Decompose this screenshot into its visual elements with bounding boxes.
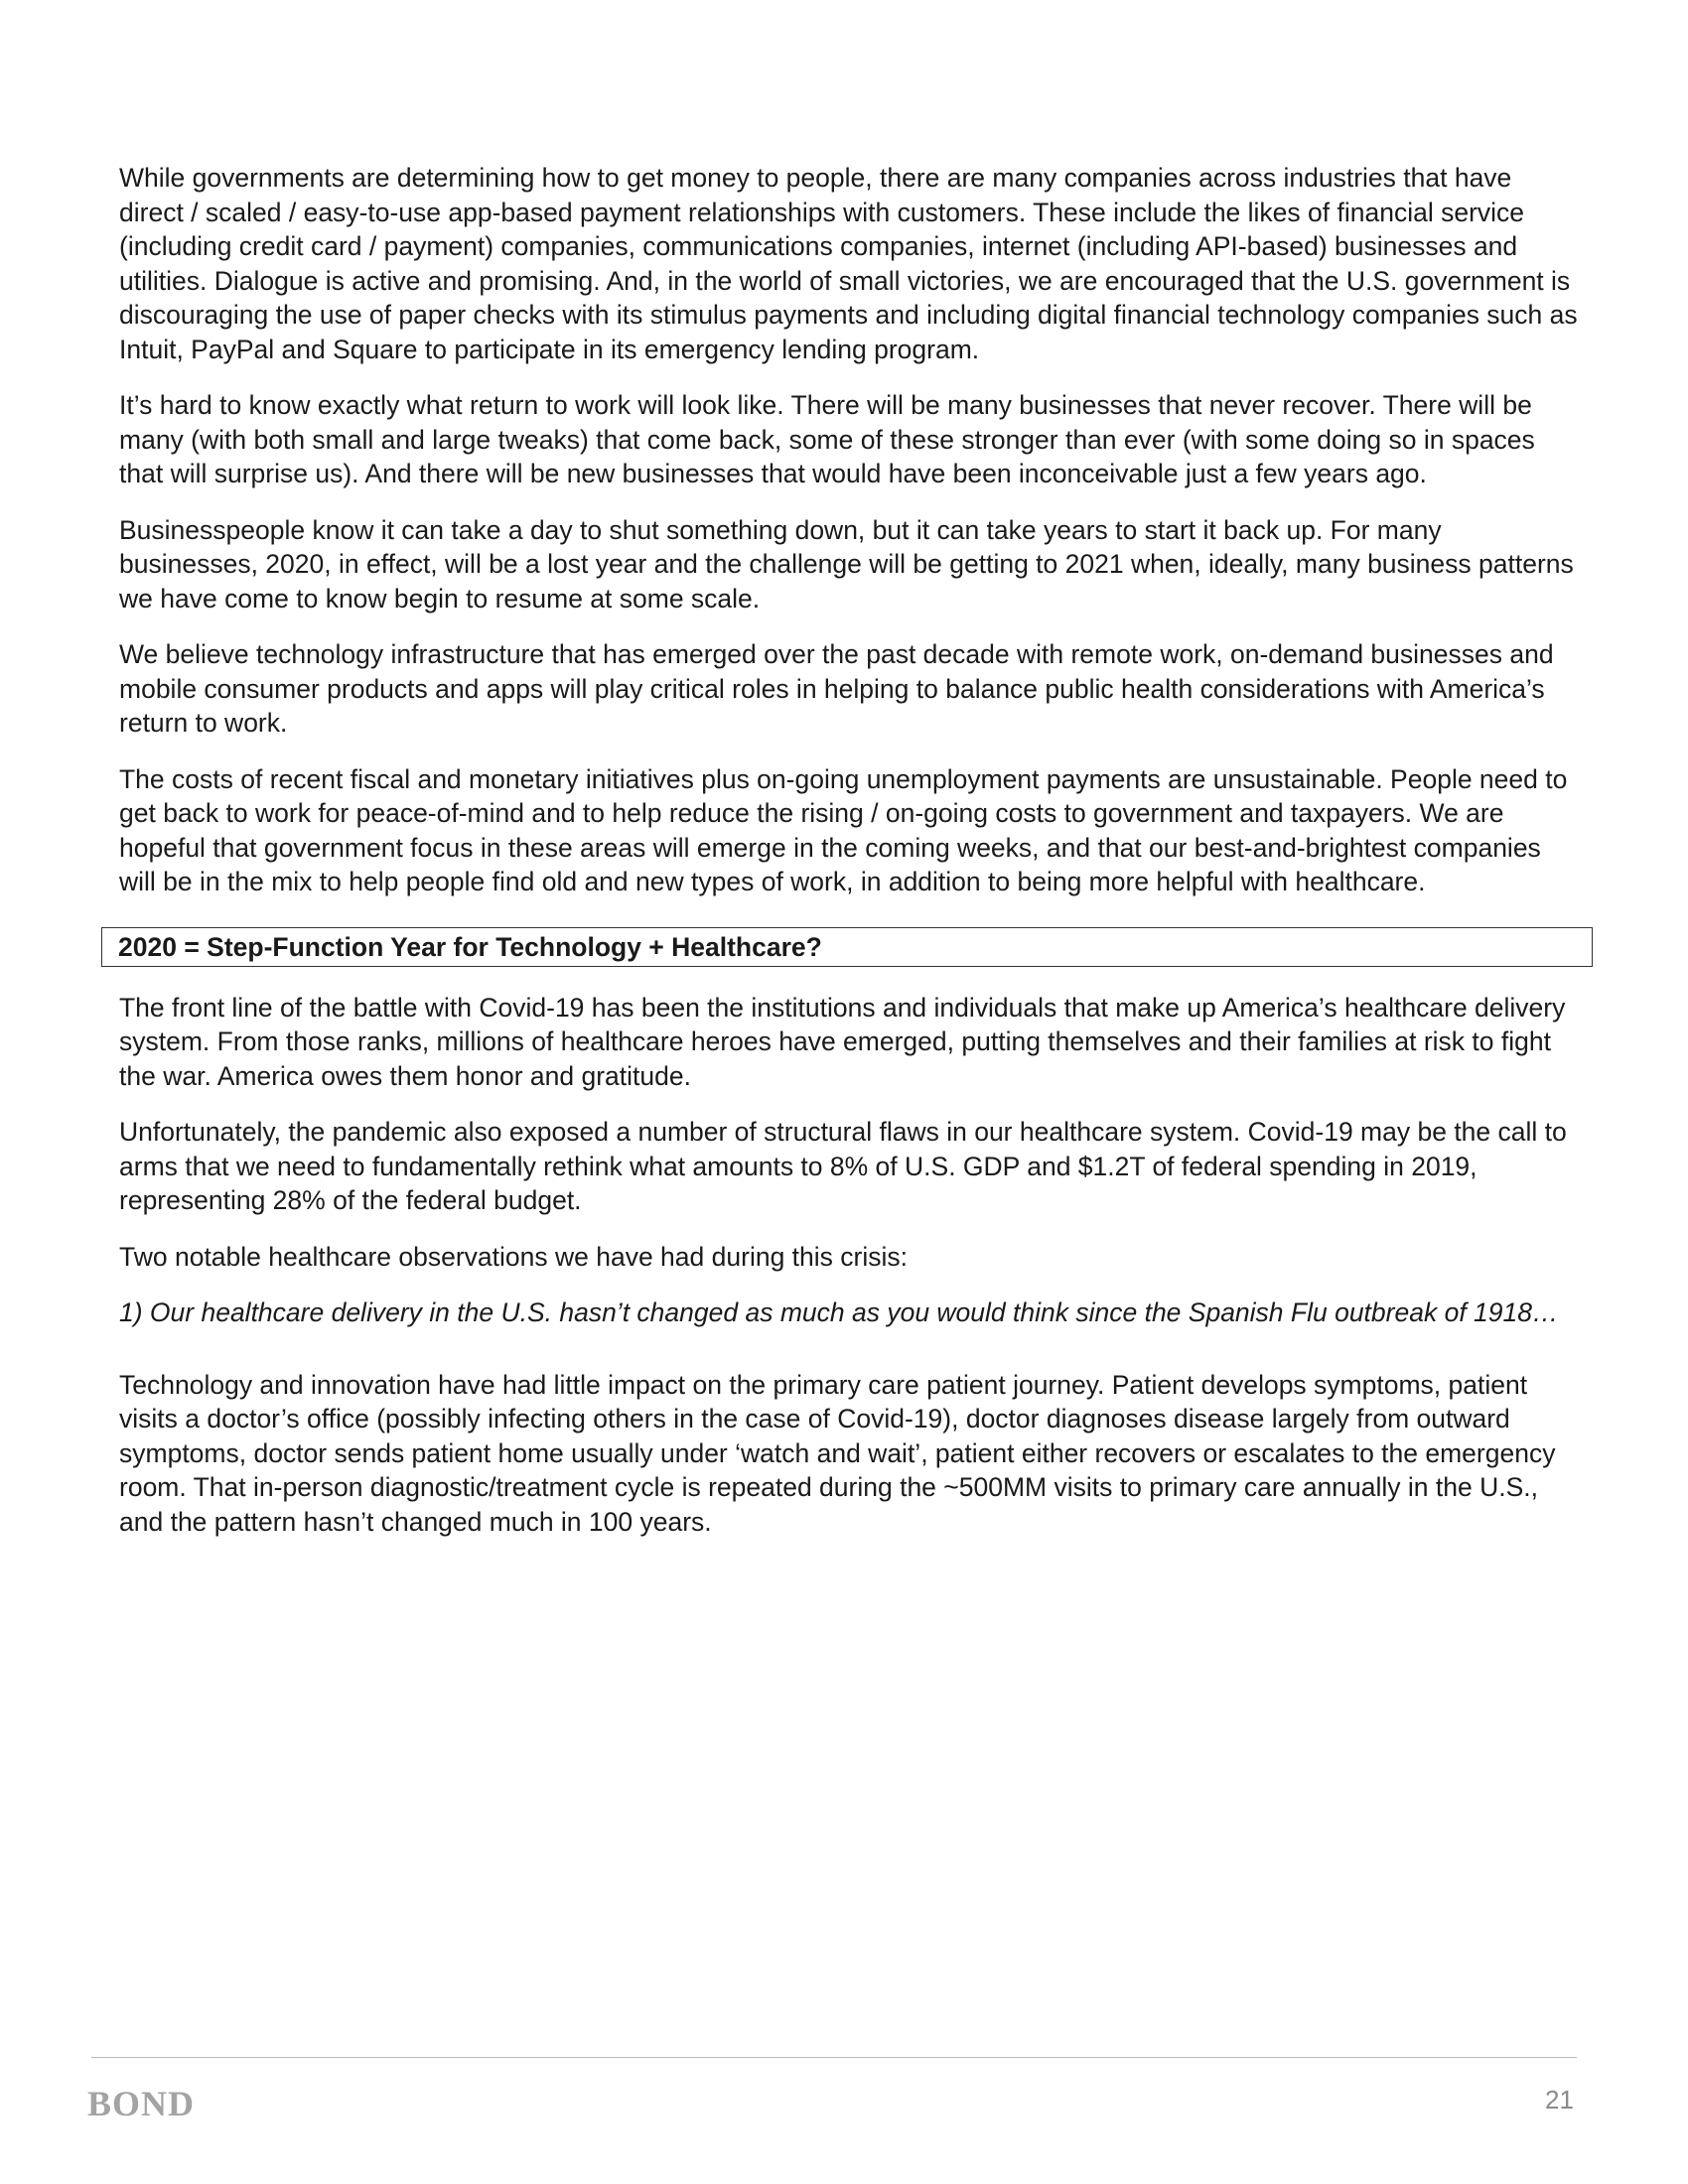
section-title: 2020 = Step-Function Year for Technology + Healthcare? — [101, 927, 1593, 967]
paragraph-return-to-work: It’s hard to know exactly what return to work will look like. There will be many businesses that never recover. There will be many (with both small and large tweaks) that come back, some of these stronger than ever (with some doing so in spaces that will surprise us). And there will be new businesses that would have been inconceivable just a few years ago. — [119, 390, 1535, 488]
paragraph-front-line: The front line of the battle with Covid-19 has been the institutions and individuals that make up America’s healthcare delivery system. From those ranks, millions of healthcare heroes have emerged, putting themselves and their families at risk to fight the war. America owes them honor and gratitude. — [119, 992, 1566, 1091]
footer-divider — [91, 2057, 1577, 2058]
paragraph-unsustainable-costs: The costs of recent fiscal and monetary initiatives plus on-going unemployment payments are unsustainable. People need to get back to work for peace-of-mind and to help reduce the rising / on-going costs to government and taxpayers. We are hopeful that government focus in these areas will emerge in the coming weeks, and that our best-and-brightest companies will be in the mix to help people find old and new types of work, in addition to being more helpful with healthcare. — [119, 763, 1568, 896]
paragraph-payment-relationships: While governments are determining how to get money to people, there are many companies across industries that have direct / scaled / easy-to-use app-based payment relationships with customers. These include the likes of financial service (including credit card / payment) companies, communications companies, internet (including API-based) businesses and utilities. Dialogue is active and promising. And, in the world of small victories, we are encouraged that the U.S. government is discouraging the use of paper checks with its stimulus payments and including digital financial technology companies such as Intuit, PayPal and Square to participate in its emergency lending program. — [119, 163, 1578, 364]
bond-logo: BOND — [87, 2084, 196, 2123]
paragraph-lost-year: Businesspeople know it can take a day to shut something down, but it can take years to start it back up. For many businesses, 2020, in effect, will be a lost year and the challenge will be getting to 2021 when, ideally, many business patterns we have come to know begin to resume at some scale. — [119, 514, 1574, 614]
paragraph-technology-infrastructure: We believe technology infrastructure that has emerged over the past decade with remote work, on-demand businesses and mobile consumer products and apps will play critical roles in helping to balance public health considerations with America’s return to work. — [119, 639, 1554, 738]
page-content — [119, 161, 1579, 1561]
paragraph-structural-flaws: Unfortunately, the pandemic also exposed a number of structural flaws in our healthcare system. Covid-19 may be the call to arms that we need to fundamentally rethink what amounts to 8% of U.S. GDP and $1.2T of federal spending in 2019, representing 28% of the federal budget. — [119, 1117, 1567, 1215]
paragraph-observations-intro: Two notable healthcare observations we have had during this crisis: — [119, 1241, 908, 1272]
page-number: 21 — [1545, 2085, 1574, 2115]
paragraph-primary-care-journey: Technology and innovation have had little impact on the primary care patient journey. Patient develops symptoms, patient visits a doctor’s office (possibly infecting others in the case of Covid-19), doctor diagnoses disease largely from outward symptoms, doctor sends patient home usually under ‘watch and wait’, patient either recovers or escalates to the emergency room. That in-person diagnostic/treatment cycle is repeated during the ~500MM visits to primary care annually in the U.S., and the pattern hasn’t changed much in 100 years. — [119, 1369, 1556, 1537]
italic-observation: 1) Our healthcare delivery in the U.S. hasn’t changed as much as you would think since the Spanish Flu outbreak of 1918… — [119, 1297, 1559, 1327]
